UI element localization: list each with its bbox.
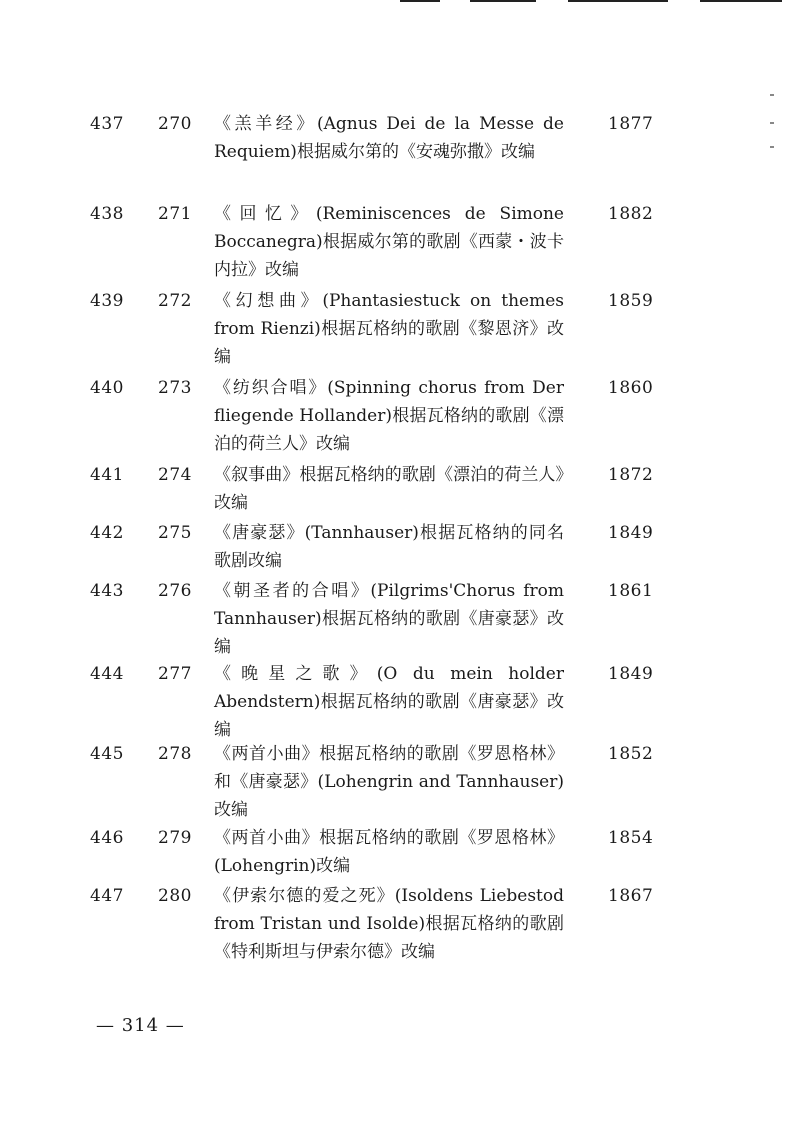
catalog-number: 280 <box>158 886 192 906</box>
work-title: 《叙事曲》根据瓦格纳的歌剧《漂泊的荷兰人》改编 <box>214 465 564 513</box>
work-title: 《两首小曲》根据瓦格纳的歌剧《罗恩格林》(Lohengrin)改编 <box>214 828 564 876</box>
year: 1859 <box>608 291 654 311</box>
year: 1872 <box>608 465 654 485</box>
catalog-number: 279 <box>158 828 192 848</box>
year: 1867 <box>608 886 654 906</box>
year: 1861 <box>608 581 654 601</box>
margin-mark <box>770 122 774 124</box>
work-title: 《纺织合唱》(Spinning chorus from Der fliegende Hollander)根据瓦格纳的歌剧《漂泊的荷兰人》改编 <box>214 378 564 454</box>
catalog-number: 270 <box>158 114 192 134</box>
page-number: — 314 — <box>96 1015 185 1036</box>
catalog-number: 278 <box>158 744 192 764</box>
work-title: 《朝圣者的合唱》(Pilgrims'Chorus from Tannhauser)根据瓦格纳的歌剧《唐豪瑟》改编 <box>214 581 564 657</box>
catalog-number: 275 <box>158 523 192 543</box>
entry-number: 443 <box>90 581 124 601</box>
catalog-number: 273 <box>158 378 192 398</box>
work-title: 《羔羊经》(Agnus Dei de la Messe de Requiem)根据威尔第的《安魂弥撒》改编 <box>214 114 564 162</box>
year: 1849 <box>608 664 654 684</box>
year: 1860 <box>608 378 654 398</box>
year: 1852 <box>608 744 654 764</box>
margin-mark <box>770 94 774 96</box>
entry-number: 438 <box>90 204 124 224</box>
entry-number: 440 <box>90 378 124 398</box>
header-rule-3 <box>568 0 668 2</box>
work-title: 《唐豪瑟》(Tannhauser)根据瓦格纳的同名歌剧改编 <box>214 523 564 571</box>
entry-number: 437 <box>90 114 124 134</box>
year: 1854 <box>608 828 654 848</box>
catalog-number: 277 <box>158 664 192 684</box>
year: 1877 <box>608 114 654 134</box>
year: 1882 <box>608 204 654 224</box>
entry-number: 446 <box>90 828 124 848</box>
work-title: 《伊索尔德的爱之死》(Isoldens Liebestod from Tristan und Isolde)根据瓦格纳的歌剧《特利斯坦与伊索尔德》改编 <box>214 886 564 962</box>
entry-number: 441 <box>90 465 124 485</box>
entry-number: 442 <box>90 523 124 543</box>
year: 1849 <box>608 523 654 543</box>
entry-number: 444 <box>90 664 124 684</box>
catalog-number: 274 <box>158 465 192 485</box>
entry-number: 445 <box>90 744 124 764</box>
entry-number: 439 <box>90 291 124 311</box>
entry-number: 447 <box>90 886 124 906</box>
work-title: 《幻想曲》(Phantasiestuck on themes from Rienzi)根据瓦格纳的歌剧《黎恩济》改编 <box>214 291 564 367</box>
margin-mark <box>770 146 774 148</box>
catalog-number: 271 <box>158 204 192 224</box>
catalog-number: 276 <box>158 581 192 601</box>
header-rule-1 <box>400 0 440 2</box>
catalog-number: 272 <box>158 291 192 311</box>
header-rule-4 <box>700 0 782 2</box>
work-title: 《回忆》(Reminiscences de Simone Boccanegra)根据威尔第的歌剧《西蒙・波卡内拉》改编 <box>214 204 564 280</box>
work-title: 《晚星之歌》(O du mein holder Abendstern)根据瓦格纳的歌剧《唐豪瑟》改编 <box>214 664 564 740</box>
work-title: 《两首小曲》根据瓦格纳的歌剧《罗恩格林》和《唐豪瑟》(Lohengrin and Tannhauser)改编 <box>214 744 564 820</box>
header-rule-2 <box>470 0 536 2</box>
